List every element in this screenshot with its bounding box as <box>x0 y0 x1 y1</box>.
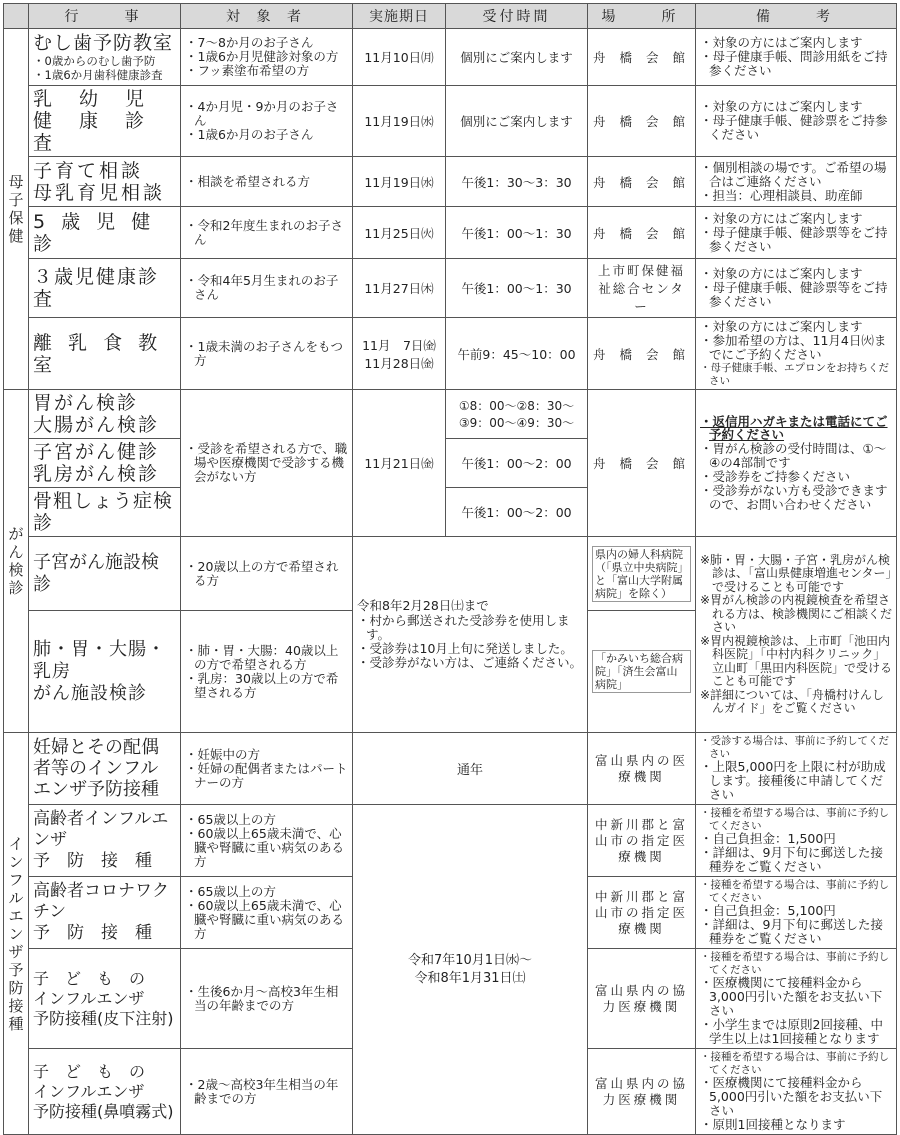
table-row <box>4 157 897 207</box>
notes-reservation: ・返信用ハガキまたは電話にてご予約ください <box>700 413 888 442</box>
target-item: ・ 2歳～高校3年生相当の年齢までの方 <box>185 1078 348 1106</box>
target-item: ・ 令和4年5月生まれのお子さん <box>185 274 348 302</box>
event-title: 子宮がん健診 乳房がん検診 <box>33 441 160 485</box>
notes-cell <box>696 537 897 733</box>
period-span-cell: 令和7年10月1日㈬～ 令和8年1月31日㈯ <box>353 805 588 1135</box>
header-time: 受付時間 <box>446 4 588 29</box>
notes-cell <box>696 877 897 949</box>
note-item: ・ 対象の方にはご案内します <box>700 100 892 114</box>
place-cell: 富山県内の協力医療機関 <box>588 949 696 1049</box>
note-item: ・ 上限5,000円を上限に村が助成します。接種後に申請してください <box>700 760 892 802</box>
target-item: ・ 乳房：30歳以上の方で希望される方 <box>185 672 348 700</box>
target-item: ・ 受診を希望される方で、職場や医療機関で受診する機会がない方 <box>185 442 348 484</box>
notes-cell <box>696 949 897 1049</box>
event-title: 高齢者インフルエンザ 予 防 接 種 <box>33 809 169 871</box>
note-item: ※肺・胃・大腸・子宮・乳房がん検診は、「富山県健康増進センター」で受けることも可能です <box>700 552 892 594</box>
note-item: ・ 母子健康手帳、健診票をご持参ください <box>700 114 892 142</box>
period-item: ・ 受診券は10月上旬に発送しました。 <box>357 642 583 656</box>
event-cell <box>29 259 181 318</box>
target-cell <box>181 611 353 733</box>
note-item: ※詳細については、「舟橋村けんしんガイド」をご覧ください <box>700 687 884 715</box>
event-sub: ・1歳6か月歯科健康診査 <box>33 68 163 82</box>
target-cell <box>181 805 353 877</box>
table-row <box>4 805 897 877</box>
event-cell <box>29 157 181 207</box>
target-item: ・ 65歳以上の方 <box>185 885 348 899</box>
event-cell <box>29 733 181 805</box>
note-item: ・ 受診券がない方も受診できますので、お問い合わせください <box>700 484 892 512</box>
place-cell: 富山県内の協力医療機関 <box>588 1049 696 1135</box>
place-cell <box>588 537 696 611</box>
period-item: ・ 村から郵送された受診券を使用します。 <box>357 614 583 642</box>
place-box: 「かみいち総合病院」「済生会富山病院」 <box>592 650 691 693</box>
notes-cell <box>696 733 897 805</box>
note-item: ・ 自己負担金：1,500円 <box>700 832 892 846</box>
target-item: ・ 妊娠中の方 <box>185 748 348 762</box>
target-item: ・ フッ素塗布希望の方 <box>185 64 348 78</box>
event-title: 乳 幼 児 健 康 診 査 <box>33 88 149 154</box>
table-row <box>4 29 897 86</box>
date-cell: 11月 7日㈮ 11月28日㈮ <box>353 318 446 390</box>
target-cell <box>181 537 353 611</box>
note-item: ※胃がん検診の内視鏡検査を希望される方は、検診機関にご相談ください <box>700 593 893 634</box>
table-row <box>4 207 897 259</box>
event-title: 子育て相談 母乳育児相談 <box>33 159 166 204</box>
header-date: 実施期日 <box>353 4 446 29</box>
notes-cell <box>696 805 897 877</box>
event-schedule-table <box>3 3 897 1135</box>
table-row <box>4 390 897 439</box>
target-cell <box>181 1049 353 1135</box>
target-item: ・ 1歳6か月児健診対象の方 <box>185 50 348 64</box>
place-box: 県内の婦人科病院（「県立中央病院」と「富山大学附属病院」を除く） <box>592 546 691 602</box>
event-title: 子 ど も の インフルエンザ 予防接種(皮下注射) <box>33 968 174 1028</box>
event-title: ３歳児健康診査 <box>33 266 160 310</box>
place-cell: 舟 橋 会 館 <box>588 157 696 207</box>
table-row <box>4 259 897 318</box>
place-cell: 富山県内の医療機関 <box>588 733 696 805</box>
date-cell: 11月10日㈪ <box>353 29 446 86</box>
note-item: ・ 対象の方にはご案内します <box>700 36 892 50</box>
header-target: 対 象 者 <box>181 4 353 29</box>
note-item: ・ 対象の方にはご案内します <box>700 267 892 281</box>
notes-cell <box>696 157 897 207</box>
table-row <box>4 318 897 390</box>
notes-cell <box>696 318 897 390</box>
table-row <box>4 733 897 805</box>
place-cell: 舟 橋 会 館 <box>588 29 696 86</box>
header-event: 行 事 <box>29 4 181 29</box>
event-cell <box>29 877 181 949</box>
event-cell <box>29 949 181 1049</box>
event-title: 高齢者コロナワクチン 予 防 接 種 <box>33 881 169 943</box>
place-cell: 舟 橋 会 館 <box>588 390 696 537</box>
place-cell: 中新川郡と富山市の指定医療機関 <box>588 805 696 877</box>
note-item: ・ 個別相談の場です。ご希望の場合はご連絡ください <box>700 161 892 189</box>
note-item: ・ 接種を希望する場合は、事前に予約してください <box>700 879 892 904</box>
notes-cell <box>696 29 897 86</box>
table-row <box>4 86 897 157</box>
note-item: ・ 詳細は、9月下旬に郵送した接種券をご覧ください <box>700 918 892 946</box>
event-cell <box>29 537 181 611</box>
date-cell: 11月21日㈮ <box>353 390 446 537</box>
note-item: ・ 母子健康手帳、健診票等をご持参ください <box>700 226 892 254</box>
header-notes: 備 考 <box>696 4 897 29</box>
event-cell <box>29 488 181 537</box>
event-cell <box>29 1049 181 1135</box>
event-cell <box>29 318 181 390</box>
place-cell: 上市町保健福祉総合センター <box>588 259 696 318</box>
target-cell <box>181 259 353 318</box>
target-cell <box>181 877 353 949</box>
target-item: ・ 1歳6か月のお子さん <box>185 128 348 142</box>
header-corner <box>4 4 29 29</box>
note-item: ・ 参加希望の方は、11月4日㈫までにご予約ください <box>700 334 892 362</box>
note-item: ・ 母子健康手帳、健診票等をご持参ください <box>700 281 892 309</box>
target-item: ・ 1歳未満のお子さんをもつ方 <box>185 340 348 368</box>
category-influ: インフルエンザ予防接種 <box>4 733 29 1135</box>
note-item: ・ 医療機関にて接種料金から3,000円引いた額をお支払い下さい <box>700 976 892 1018</box>
place-cell: 中新川郡と富山市の指定医療機関 <box>588 877 696 949</box>
place-cell: 舟 橋 会 館 <box>588 86 696 157</box>
note-item: ・ 原則1回接種となります <box>700 1118 892 1132</box>
event-title: 子 ど も の インフルエンザ 予防接種(鼻噴霧式) <box>33 1061 174 1121</box>
target-cell <box>181 949 353 1049</box>
notes-cell <box>696 390 897 537</box>
note-item: ・ 接種を希望する場合は、事前に予約してください <box>700 951 892 976</box>
target-item: ・ 肺・胃・大腸：40歳以上の方で希望される方 <box>185 644 348 672</box>
target-item: ・ 60歳以上65歳未満で、心臓や腎臓に重い病気のある方 <box>185 899 348 941</box>
date-cell: 11月25日㈫ <box>353 207 446 259</box>
time-cell: 午後1：00～1：30 <box>446 207 588 259</box>
event-sub: ・0歳からのむし歯予防 <box>33 54 156 68</box>
target-cell <box>181 733 353 805</box>
target-cell <box>181 29 353 86</box>
note-item: ・ 接種を希望する場合は、事前に予約してください <box>700 1051 892 1076</box>
note-item: ※胃内視鏡検診は、上市町「池田内科医院」「中村内科クリニック」立山町「黒田内科医院」で受けることも可能です <box>700 633 893 688</box>
period-span-cell: 通年 <box>353 733 588 805</box>
target-item: ・ 20歳以上の方で希望される方 <box>185 560 348 588</box>
event-cell <box>29 207 181 259</box>
target-item: ・ 65歳以上の方 <box>185 813 348 827</box>
notes-cell <box>696 1049 897 1135</box>
target-item: ・ 7～8か月のお子さん <box>185 36 348 50</box>
period-span-cell <box>353 537 588 733</box>
event-title: 5 歳 児 健 診 <box>33 210 156 255</box>
event-title: 離 乳 食 教 室 <box>33 331 163 376</box>
target-item: ・ 妊婦の配偶者またはパートナーの方 <box>185 762 348 790</box>
target-cell <box>181 157 353 207</box>
place-cell: 舟 橋 会 館 <box>588 207 696 259</box>
note-item: ・ 対象の方にはご案内します <box>700 320 892 334</box>
time-cell: 午前9：45～10：00 <box>446 318 588 390</box>
time-cell: 個別にご案内します <box>446 86 588 157</box>
target-item: ・ 60歳以上65歳未満で、心臓や腎臓に重い病気のある方 <box>185 827 348 869</box>
event-cell <box>29 611 181 733</box>
target-cell <box>181 207 353 259</box>
target-item: ・ 4か月児・9か月のお子さん <box>185 100 348 128</box>
place-cell <box>588 611 696 733</box>
time-cell: 午後1：00～2：00 <box>446 488 588 537</box>
category-boshi: 母子保健 <box>4 29 29 390</box>
period-item: ・ 受診券がない方は、ご連絡ください。 <box>357 656 583 670</box>
event-cell <box>29 29 181 86</box>
target-item: ・ 令和2年度生まれのお子さん <box>185 219 348 247</box>
event-title: 妊婦とその配偶者等のインフルエンザ予防接種 <box>33 737 159 800</box>
notes-cell <box>696 259 897 318</box>
target-cell <box>181 390 353 537</box>
header-place: 場 所 <box>588 4 696 29</box>
target-item: ・ 生後6か月～高校3年生相当の年齢までの方 <box>185 985 348 1013</box>
event-cell <box>29 390 181 439</box>
note-item: ・ 担当：心理相談員、助産師 <box>700 189 892 203</box>
date-cell: 11月19日㈬ <box>353 157 446 207</box>
time-cell: 午後1：00～2：00 <box>446 439 588 488</box>
time-cell: 個別にご案内します <box>446 29 588 86</box>
time-cell: 午後1：00～1：30 <box>446 259 588 318</box>
event-cell <box>29 805 181 877</box>
notes-cell <box>696 86 897 157</box>
event-title: 子宮がん施設検診 <box>33 551 159 595</box>
place-cell: 舟 橋 会 館 <box>588 318 696 390</box>
header-row <box>4 4 897 29</box>
period-head: 令和8年2月28日㈯まで <box>357 598 489 614</box>
target-cell <box>181 318 353 390</box>
note-item: ・ 接種を希望する場合は、事前に予約してください <box>700 807 892 832</box>
date-cell: 11月27日㈭ <box>353 259 446 318</box>
note-item: ・ 母子健康手帳、エプロンをお持ちください <box>700 362 892 387</box>
note-item: ・ 自己負担金：5,100円 <box>700 904 892 918</box>
event-title: 胃がん検診 大腸がん検診 <box>33 392 160 436</box>
target-cell <box>181 86 353 157</box>
note-item: ・ 胃がん検診の受付時間は、①～④の4部制です <box>700 442 892 470</box>
category-gan: がん検診 <box>4 390 29 733</box>
note-item: ・ 医療機関にて接種料金から5,000円引いた額をお支払い下さい <box>700 1076 892 1118</box>
target-item: ・ 相談を希望される方 <box>185 175 348 189</box>
time-cell: ①8：00～②8：30～ ③9：00～④9：30～ <box>446 390 588 439</box>
note-item: ・ 詳細は、9月下旬に郵送した接種券をご覧ください <box>700 846 892 874</box>
event-cell <box>29 439 181 488</box>
note-item: ・ 母子健康手帳、問診用紙をご持参ください <box>700 50 892 78</box>
note-item: ・ 受診券をご持参ください <box>700 470 892 484</box>
note-item: ・ 小学生までは原則2回接種、中学生以上は1回接種となります <box>700 1018 892 1046</box>
note-item: ・ 受診する場合は、事前に予約してください <box>700 735 892 760</box>
event-title: 肺・胃・大腸・乳房 がん施設検診 <box>33 638 166 704</box>
note-item: ・ 対象の方にはご案内します <box>700 212 892 226</box>
event-title: 骨粗しょう症検診 <box>33 490 174 534</box>
date-cell: 11月19日㈬ <box>353 86 446 157</box>
time-cell: 午後1：30～3：30 <box>446 157 588 207</box>
table-row <box>4 537 897 611</box>
event-cell <box>29 86 181 157</box>
notes-cell <box>696 207 897 259</box>
event-title: むし歯予防教室 <box>33 32 174 54</box>
